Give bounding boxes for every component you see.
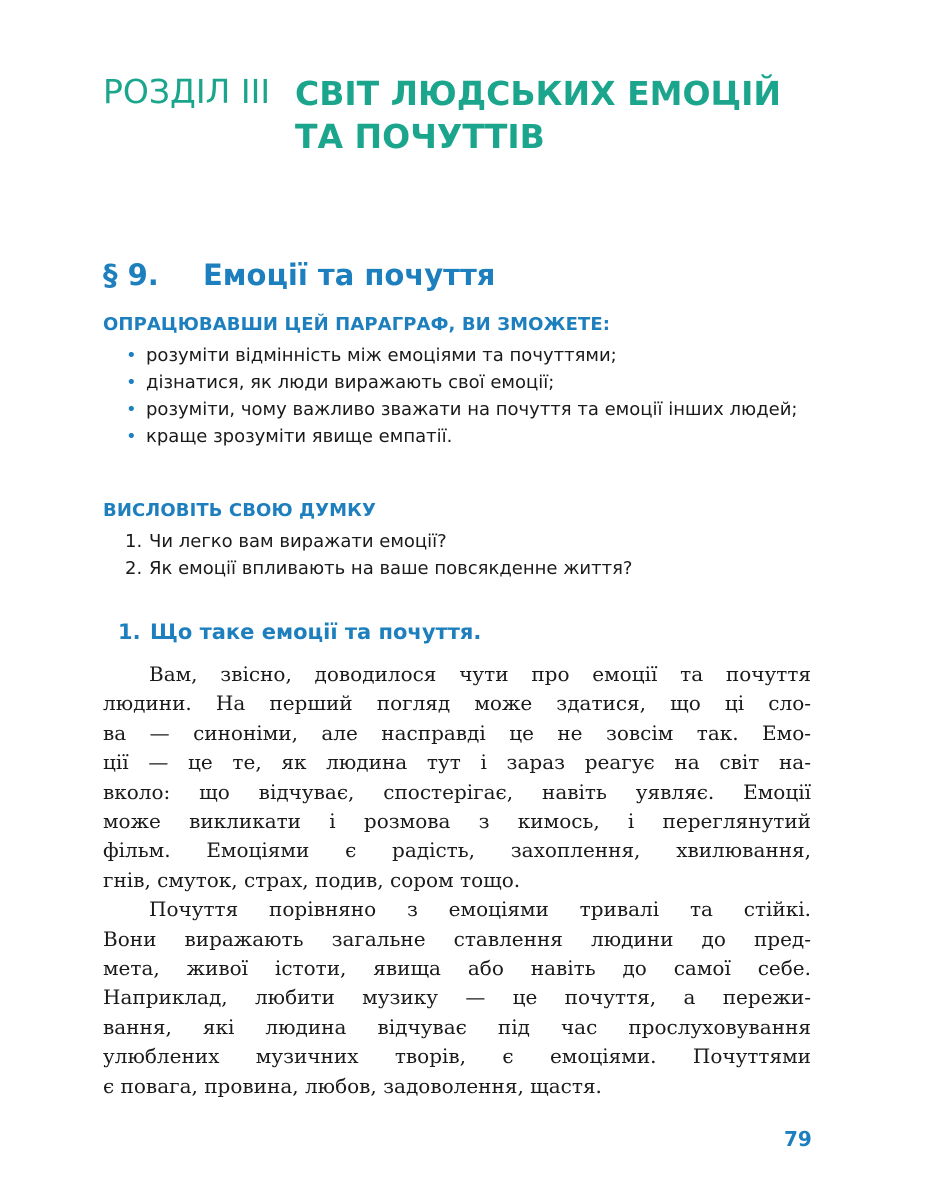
question-text: Чи легко вам виражати емоції? (149, 531, 447, 552)
opinion-questions (103, 528, 813, 582)
text-line: гнів, смуток, страх, подив, сором тощо. (103, 867, 521, 892)
objective-item: • розуміти, чому важливо зважати на почуття та емоції інших людей; (103, 396, 813, 423)
opinion-heading: ВИСЛОВІТЬ СВОЮ ДУМКУ (103, 500, 376, 521)
text-line: Вам, звісно, доводилося чути про емоції та почуття (149, 662, 811, 686)
body-paragraph-1 (103, 660, 811, 895)
subsection-heading (118, 620, 481, 644)
text-line: Вони виражають загальне ставлення людини до пред- (103, 926, 811, 951)
objective-item: • дізнатися, як люди виражають свої емоції; (103, 369, 813, 396)
text-line: фільм. Емоціями є радість, захоплення, хвилювання, (103, 838, 811, 863)
section-title-line-2: ТА ПОЧУТТІВ (295, 117, 545, 156)
bullet-icon: • (126, 426, 137, 447)
question-number: 1. (125, 531, 143, 552)
text-line: ва — синоніми, але насправді це не зовсім так. Емо- (103, 720, 811, 745)
text-line: ції — це те, як людина тут і зараз реагує на світ на- (103, 750, 811, 775)
objectives-list (103, 342, 813, 450)
question-text: Як емоції впливають на ваше повсякденне життя? (149, 558, 633, 579)
text-line: людини. На перший погляд може здатися, що ці сло- (103, 691, 811, 716)
bullet-icon: • (126, 399, 137, 420)
text-line: може викликати і розмова з кимось, і переглянутий (103, 809, 811, 834)
subsection-title: Що таке емоції та почуття. (150, 620, 482, 644)
page-number: 79 (784, 1127, 812, 1151)
paragraph-title: Емоції та почуття (203, 258, 496, 292)
paragraph-heading (103, 258, 495, 292)
bullet-icon: • (126, 345, 137, 366)
question-item (103, 528, 813, 555)
question-number: 2. (125, 558, 143, 579)
bullet-icon: • (126, 372, 137, 393)
objective-item: • розуміти відмінність між емоціями та почуттями; (103, 342, 813, 369)
section-title (295, 72, 815, 158)
text-line: є повага, провина, любов, задоволення, щастя. (103, 1073, 602, 1098)
section-title-line-1: СВІТ ЛЮДСЬКИХ ЕМОЦІЙ (295, 74, 782, 113)
text-line: улюблених музичних творів, є емоціями. Почуттями (103, 1044, 811, 1069)
body-text (103, 660, 811, 1101)
paragraph-number: § 9. (103, 258, 159, 292)
text-line: вколо: що відчуває, спостерігає, навіть уявляє. Емоції (103, 779, 811, 804)
objective-item: • краще зрозуміти явище емпатії. (103, 423, 813, 450)
body-paragraph-2 (103, 895, 811, 1101)
section-label: РОЗДІЛ III (103, 72, 271, 111)
text-line: вання, які людина відчуває під час прослуховування (103, 1014, 811, 1039)
text-line: Почуття порівняно з емоціями тривалі та стійкі. (149, 897, 811, 922)
question-item (103, 555, 813, 582)
text-line: мета, живої істоти, явища або навіть до самої себе. (103, 956, 811, 981)
objectives-heading: ОПРАЦЮВАВШИ ЦЕЙ ПАРАГРАФ, ВИ ЗМОЖЕТЕ: (103, 314, 611, 335)
text-line: Наприклад, любити музику — це почуття, а пережи- (103, 985, 811, 1010)
subsection-number: 1. (118, 620, 141, 644)
